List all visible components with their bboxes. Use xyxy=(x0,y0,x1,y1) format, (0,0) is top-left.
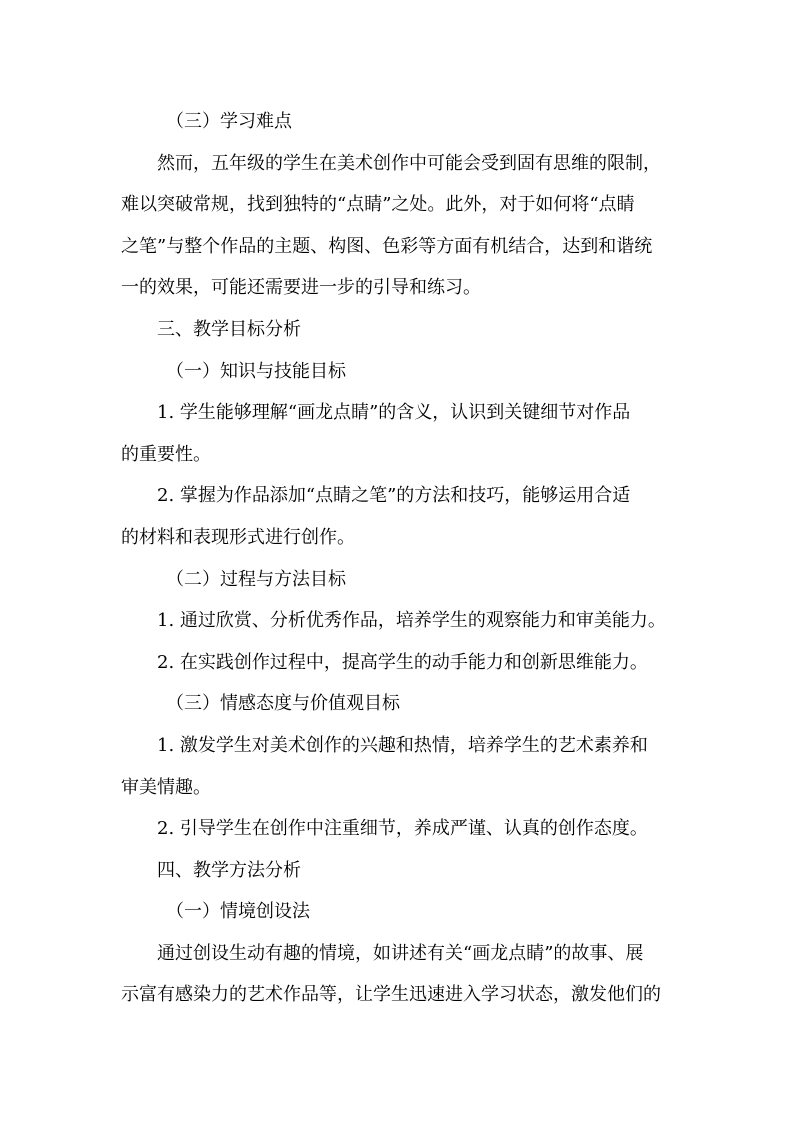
paragraph-line: 之笔”与整个作品的主题、构图、色彩等方面有机结合，达到和谐统 xyxy=(121,235,653,257)
paragraph-line: 示富有感染力的艺术作品等，让学生迅速进入学习状态，激发他们的 xyxy=(121,984,661,1006)
paragraph-line: 然而，五年级的学生在美术创作中可能会受到固有思维的限制， xyxy=(157,152,661,174)
list-item-line: 审美情趣。 xyxy=(121,776,211,798)
list-item-line: 1. 激发学生对美术创作的兴趣和热情，培养学生的艺术素养和 xyxy=(157,734,648,756)
paragraph-line: 通过创设生动有趣的情境，如讲述有关“画龙点睛”的故事、展 xyxy=(157,942,644,964)
subheading-knowledge-skills: （一）知识与技能目标 xyxy=(166,360,346,382)
paragraph-line: 难以突破常规，找到独特的“点睛”之处。此外，对于如何将“点睛 xyxy=(121,194,635,216)
list-item-line: 2. 掌握为作品添加“点睛之笔”的方法和技巧，能够运用合适 xyxy=(157,485,631,507)
paragraph-line: 一的效果，可能还需要进一步的引导和练习。 xyxy=(121,277,481,299)
list-item-line: 2. 引导学生在创作中注重细节，养成严谨、认真的创作态度。 xyxy=(157,818,648,840)
list-item-line: 1. 学生能够理解“画龙点睛”的含义，认识到关键细节对作品 xyxy=(157,402,631,424)
subheading-situation-creation: （一）情境创设法 xyxy=(166,901,310,923)
section-heading-teaching-methods: 四、教学方法分析 xyxy=(157,859,301,881)
document-body xyxy=(121,101,681,1016)
list-item-line: 的材料和表现形式进行创作。 xyxy=(121,526,355,548)
subheading-emotion-values: （三）情感态度与价值观目标 xyxy=(166,693,400,715)
list-item-line: 1. 通过欣赏、分析优秀作品，培养学生的观察能力和审美能力。 xyxy=(157,610,666,632)
subheading-learning-difficulty: （三）学习难点 xyxy=(166,111,292,132)
section-heading-teaching-goals: 三、教学目标分析 xyxy=(157,318,301,340)
subheading-process-method: （二）过程与方法目标 xyxy=(166,568,346,590)
list-item-line: 的重要性。 xyxy=(121,443,211,465)
list-item-line: 2. 在实践创作过程中，提高学生的动手能力和创新思维能力。 xyxy=(157,651,648,673)
